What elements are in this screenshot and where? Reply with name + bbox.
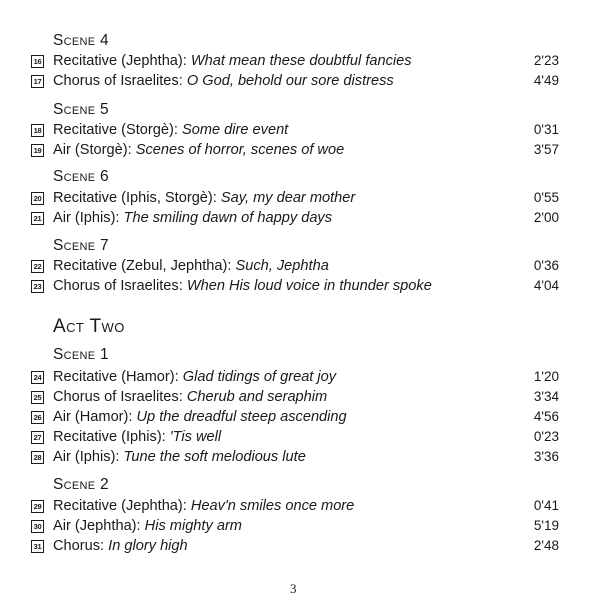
- track-row: [31, 51, 559, 71]
- track-duration: 1'20: [533, 369, 559, 384]
- track-row: [31, 367, 559, 387]
- track-description: [53, 536, 188, 556]
- track-number-box: 23: [31, 280, 44, 293]
- track-role: Air (Hamor):: [53, 409, 137, 425]
- act-heading: Act Two: [53, 316, 125, 337]
- track-number-box: 19: [31, 144, 44, 157]
- track-title: What mean these doubtful fancies: [190, 53, 412, 69]
- track-duration: 2'48: [533, 538, 559, 553]
- track-number-box: 20: [31, 192, 44, 205]
- track-title: Glad tidings of great joy: [182, 369, 337, 385]
- track-description: [53, 208, 332, 228]
- track-duration: 4'04: [533, 278, 559, 293]
- track-role: Recitative (Storgè):: [53, 122, 182, 138]
- track-title: Say, my dear mother: [220, 190, 356, 206]
- track-description: [53, 120, 288, 140]
- track-role: Chorus:: [53, 538, 109, 554]
- track-number-box: 29: [31, 500, 44, 513]
- track-description: [53, 256, 329, 276]
- track-row: [31, 496, 559, 516]
- track-number-box: 18: [31, 124, 44, 137]
- track-row: [31, 208, 559, 228]
- track-description: [53, 71, 394, 91]
- track-title: Such, Jephtha: [235, 258, 329, 274]
- track-title: Up the dreadful steep ascending: [136, 409, 347, 425]
- track-duration: 0'41: [533, 498, 559, 513]
- track-row: [31, 276, 559, 296]
- track-title: In glory high: [108, 538, 188, 554]
- track-description: [53, 51, 412, 71]
- track-row: [31, 387, 559, 407]
- track-duration: 4'49: [533, 73, 559, 88]
- track-duration: 3'36: [533, 449, 559, 464]
- track-role: Air (Jephtha):: [53, 518, 145, 534]
- track-title: Tune the soft melodious lute: [123, 449, 306, 465]
- track-duration: 2'00: [533, 210, 559, 225]
- track-number-box: 25: [31, 391, 44, 404]
- track-number-box: 17: [31, 75, 44, 88]
- track-title: Some dire event: [181, 122, 289, 138]
- track-role: Air (Storgè):: [53, 142, 136, 158]
- track-title: His mighty arm: [144, 518, 242, 534]
- track-duration: 0'55: [533, 190, 559, 205]
- track-role: Recitative (Jephtha):: [53, 53, 191, 69]
- track-duration: 3'34: [533, 389, 559, 404]
- track-number-box: 27: [31, 431, 44, 444]
- track-row: [31, 120, 559, 140]
- track-description: [53, 407, 347, 427]
- track-description: [53, 516, 242, 536]
- scene-heading: Scene 6: [53, 168, 109, 185]
- track-description: [53, 140, 344, 160]
- track-number-box: 26: [31, 411, 44, 424]
- track-duration: 2'23: [533, 53, 559, 68]
- track-role: Air (Iphis):: [53, 449, 124, 465]
- track-title: The smiling dawn of happy days: [123, 210, 333, 226]
- track-description: [53, 427, 221, 447]
- track-duration: 0'23: [533, 429, 559, 444]
- track-row: [31, 188, 559, 208]
- track-description: [53, 367, 336, 387]
- track-number-box: 22: [31, 260, 44, 273]
- track-duration: 4'56: [533, 409, 559, 424]
- track-duration: 0'36: [533, 258, 559, 273]
- track-role: Recitative (Iphis):: [53, 429, 170, 445]
- track-duration: 5'19: [533, 518, 559, 533]
- track-title: Scenes of horror, scenes of woe: [135, 142, 345, 158]
- track-role: Chorus of Israelites:: [53, 73, 187, 89]
- track-number-box: 28: [31, 451, 44, 464]
- track-description: [53, 188, 355, 208]
- track-role: Recitative (Zebul, Jephtha):: [53, 258, 236, 274]
- track-description: [53, 387, 327, 407]
- track-row: [31, 516, 559, 536]
- scene-heading: Scene 4: [53, 32, 109, 49]
- track-role: Recitative (Iphis, Storgè):: [53, 190, 221, 206]
- track-duration: 3'57: [533, 142, 559, 157]
- track-row: [31, 447, 559, 467]
- track-row: [31, 256, 559, 276]
- track-number-box: 16: [31, 55, 44, 68]
- track-title: Cherub and seraphim: [186, 389, 328, 405]
- scene-heading: Scene 7: [53, 237, 109, 254]
- track-row: [31, 536, 559, 556]
- track-role: Recitative (Jephtha):: [53, 498, 191, 514]
- track-title: When His loud voice in thunder spoke: [186, 278, 432, 294]
- track-role: Recitative (Hamor):: [53, 369, 183, 385]
- scene-heading: Scene 2: [53, 476, 109, 493]
- track-description: [53, 496, 354, 516]
- track-title: O God, behold our sore distress: [186, 73, 394, 89]
- track-description: [53, 447, 306, 467]
- page-number: 3: [290, 581, 297, 596]
- track-title: 'Tis well: [169, 429, 222, 445]
- track-number-box: 30: [31, 520, 44, 533]
- scene-heading: Scene 5: [53, 101, 109, 118]
- track-row: [31, 407, 559, 427]
- track-number-box: 21: [31, 212, 44, 225]
- track-title: Heav'n smiles once more: [190, 498, 355, 514]
- track-row: [31, 427, 559, 447]
- track-description: [53, 276, 432, 296]
- track-duration: 0'31: [533, 122, 559, 137]
- track-role: Chorus of Israelites:: [53, 389, 187, 405]
- track-number-box: 31: [31, 540, 44, 553]
- scene-heading: Scene 1: [53, 346, 109, 363]
- track-role: Air (Iphis):: [53, 210, 124, 226]
- track-number-box: 24: [31, 371, 44, 384]
- track-role: Chorus of Israelites:: [53, 278, 187, 294]
- track-row: [31, 140, 559, 160]
- track-row: [31, 71, 559, 91]
